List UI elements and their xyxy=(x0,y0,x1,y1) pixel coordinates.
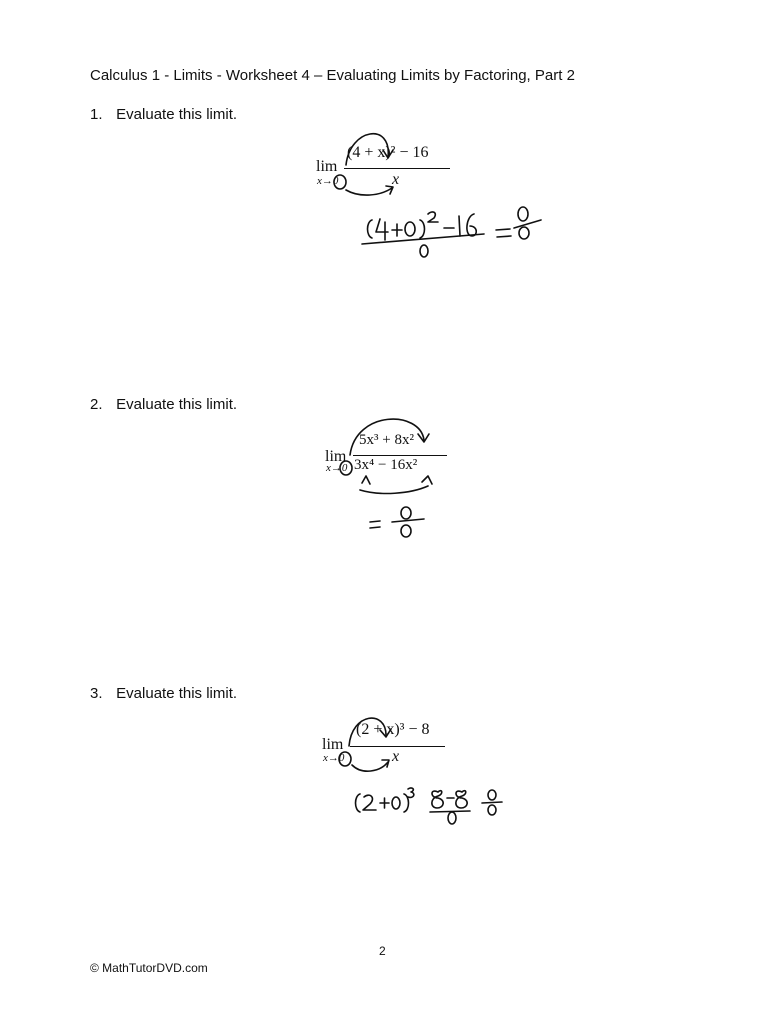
question-3-prompt: Evaluate this limit. xyxy=(116,685,238,702)
fraction-denominator: x xyxy=(392,171,400,188)
limit-approach: x→0 xyxy=(317,175,339,187)
limit-word: lim xyxy=(322,736,344,753)
limit-approach: x→0 xyxy=(323,752,345,764)
fraction-numerator: (2 + x)³ − 8 xyxy=(356,721,430,738)
fraction-denominator: 3x⁴ − 16x² xyxy=(354,457,418,473)
worksheet-title: Calculus 1 - Limits - Worksheet 4 – Evaluating Limits by Factoring, Part 2 xyxy=(90,67,575,84)
page-number: 2 xyxy=(379,944,386,958)
question-1-number: 1. xyxy=(90,106,103,123)
fraction-numerator: 5x³ + 8x² xyxy=(359,432,414,448)
limit-word: lim xyxy=(325,448,347,465)
fraction-numerator: (4 + x)² − 16 xyxy=(347,144,429,161)
question-1-prompt: Evaluate this limit. xyxy=(116,106,238,123)
copyright-footer: © MathTutorDVD.com xyxy=(90,961,208,975)
question-3-number: 3. xyxy=(90,685,103,702)
fraction-denominator: x xyxy=(392,748,400,765)
limit-word: lim xyxy=(316,158,338,175)
question-2-number: 2. xyxy=(90,396,103,413)
limit-approach: x→0 xyxy=(326,462,348,474)
question-2-prompt: Evaluate this limit. xyxy=(116,396,238,413)
